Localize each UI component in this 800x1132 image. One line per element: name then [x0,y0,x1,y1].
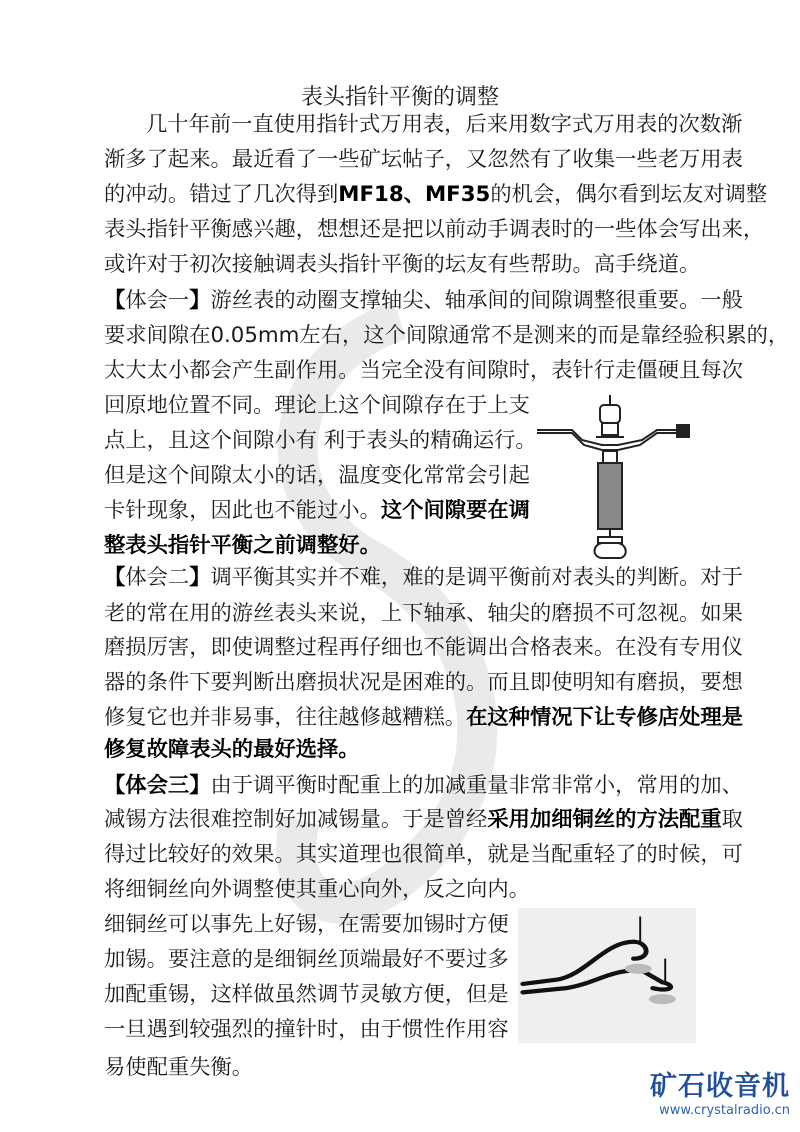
text-segment: 或许对于初次接触调表头指针平衡的坛友有些帮助。高手绕道。 [104,252,701,277]
text-line [104,531,381,561]
text-line [104,980,509,1010]
bold-text: 整表头指针平衡之前调整好。 [104,533,381,558]
text-line [146,110,742,140]
logo-name: 矿石收音机 [650,1071,790,1102]
text-line [104,250,700,280]
text-segment: 体会一 [125,288,190,313]
text-line [104,840,743,870]
moving-coil-diagram [532,395,702,560]
text-segment: 体会二 [125,565,190,590]
text-line [104,910,509,940]
bold-text: 修复故障表头的最好选择。 [104,737,360,762]
site-logo [650,1064,790,1118]
text-segment: 老的常在用的游丝表头来说，上下轴承、轴尖的磨损不可忽视。如果 [104,601,743,626]
text-segment: 的机会，偶尔看到坛友对调整 [490,182,768,207]
text-segment: 由于调平衡时配重上的加减重量非常非常小，常用的加、 [210,773,743,798]
text-line [104,426,537,456]
bold-text: MF18、MF35 [338,182,491,207]
bold-text: 】 [189,565,211,590]
text-segment: 渐多了起来。最近看了一些矿坛帖子，又忽然有了收集一些老万用表 [104,147,743,172]
text-line [104,875,530,905]
logo-url: www.crystalradio.cn [659,1103,790,1118]
text-line [104,215,764,245]
text-line [104,771,743,801]
text-segment: 游丝表的动圈支撑轴尖、轴承间的间隙调整很重要。一般 [210,288,743,313]
copper-wire-counterweight-photo [518,908,696,1043]
text-line [104,633,743,663]
text-line [104,461,530,491]
text-line [104,668,743,698]
text-segment: 得过比较好的效果。其实道理也很简单，就是当配重轻了的时候，可 [104,842,743,867]
text-segment: 磨损厉害，即使调整过程再仔细也不能调出合格表来。在没有专用仪 [104,635,743,660]
text-segment: 要求间隙在0.05mm左右，这个间隙通常不是测来的而是靠经验积累的， [104,323,790,348]
text-segment: 减锡方法很难控制好加减锡量。于是曾经 [104,807,488,832]
text-line [104,180,767,210]
text-line [104,286,743,316]
text-segment: 卡针现象，因此也不能过小。 [104,498,381,523]
text-segment: 器的条件下要判断出磨损状况是困难的。而且即使明知有磨损，要想 [104,670,743,695]
text-line [104,145,743,175]
text-segment: 加配重锡，这样做虽然调节灵敏方便，但是 [104,982,509,1007]
text-line [104,805,743,835]
text-line [104,703,743,733]
bold-text: 【 [104,565,126,590]
bold-text: 】 [189,288,211,313]
text-line [104,391,530,421]
text-line [104,356,743,386]
text-segment: 点上，且这个间隙小有 利于表头的精确运行。 [104,428,537,453]
text-segment: 的冲动。错过了几次得到 [104,182,339,207]
bold-text: 这个间隙要在调 [380,498,530,523]
bold-text: 采用加细铜丝的方法配重 [487,807,722,832]
text-line [104,1053,253,1083]
text-segment: 取 [721,807,743,832]
text-segment: 加锡。要注意的是细铜丝顶端最好不要过多 [104,947,509,972]
page-title: 表头指针平衡的调整 [300,85,499,110]
text-segment: 表头指针平衡感兴趣，想想还是把以前动手调表时的一些体会写出来， [104,217,765,242]
text-segment: 太大太小都会产生副作用。当完全没有间隙时，表针行走僵硬且每次 [104,358,743,383]
text-segment: 一旦遇到较强烈的撞针时，由于惯性作用容 [104,1017,509,1042]
text-line [104,735,360,765]
text-line [104,599,743,629]
text-segment: 易使配重失衡。 [104,1055,254,1080]
text-line [104,945,509,975]
text-line [104,496,530,526]
bold-text: 在这种情况下让专修店处理是 [466,705,743,730]
text-segment: 调平衡其实并不难，难的是调平衡前对表头的判断。对于 [210,565,743,590]
text-line [104,1015,509,1045]
text-segment: 将细铜丝向外调整使其重心向外，反之向内。 [104,877,530,902]
text-segment: 回原地位置不同。理论上这个间隙存在于上支 [104,393,530,418]
text-segment: 修复它也并非易事，往往越修越糟糕。 [104,705,467,730]
text-line [104,563,743,593]
text-line [104,321,789,351]
text-segment: 细铜丝可以事先上好锡，在需要加锡时方便 [104,912,509,937]
bold-text: 【体会三】 [104,773,211,798]
text-segment: 但是这个间隙太小的话，温度变化常常会引起 [104,463,530,488]
bold-text: 【 [104,288,126,313]
text-segment: 几十年前一直使用指针式万用表，后来用数字式万用表的次数渐 [146,112,743,137]
